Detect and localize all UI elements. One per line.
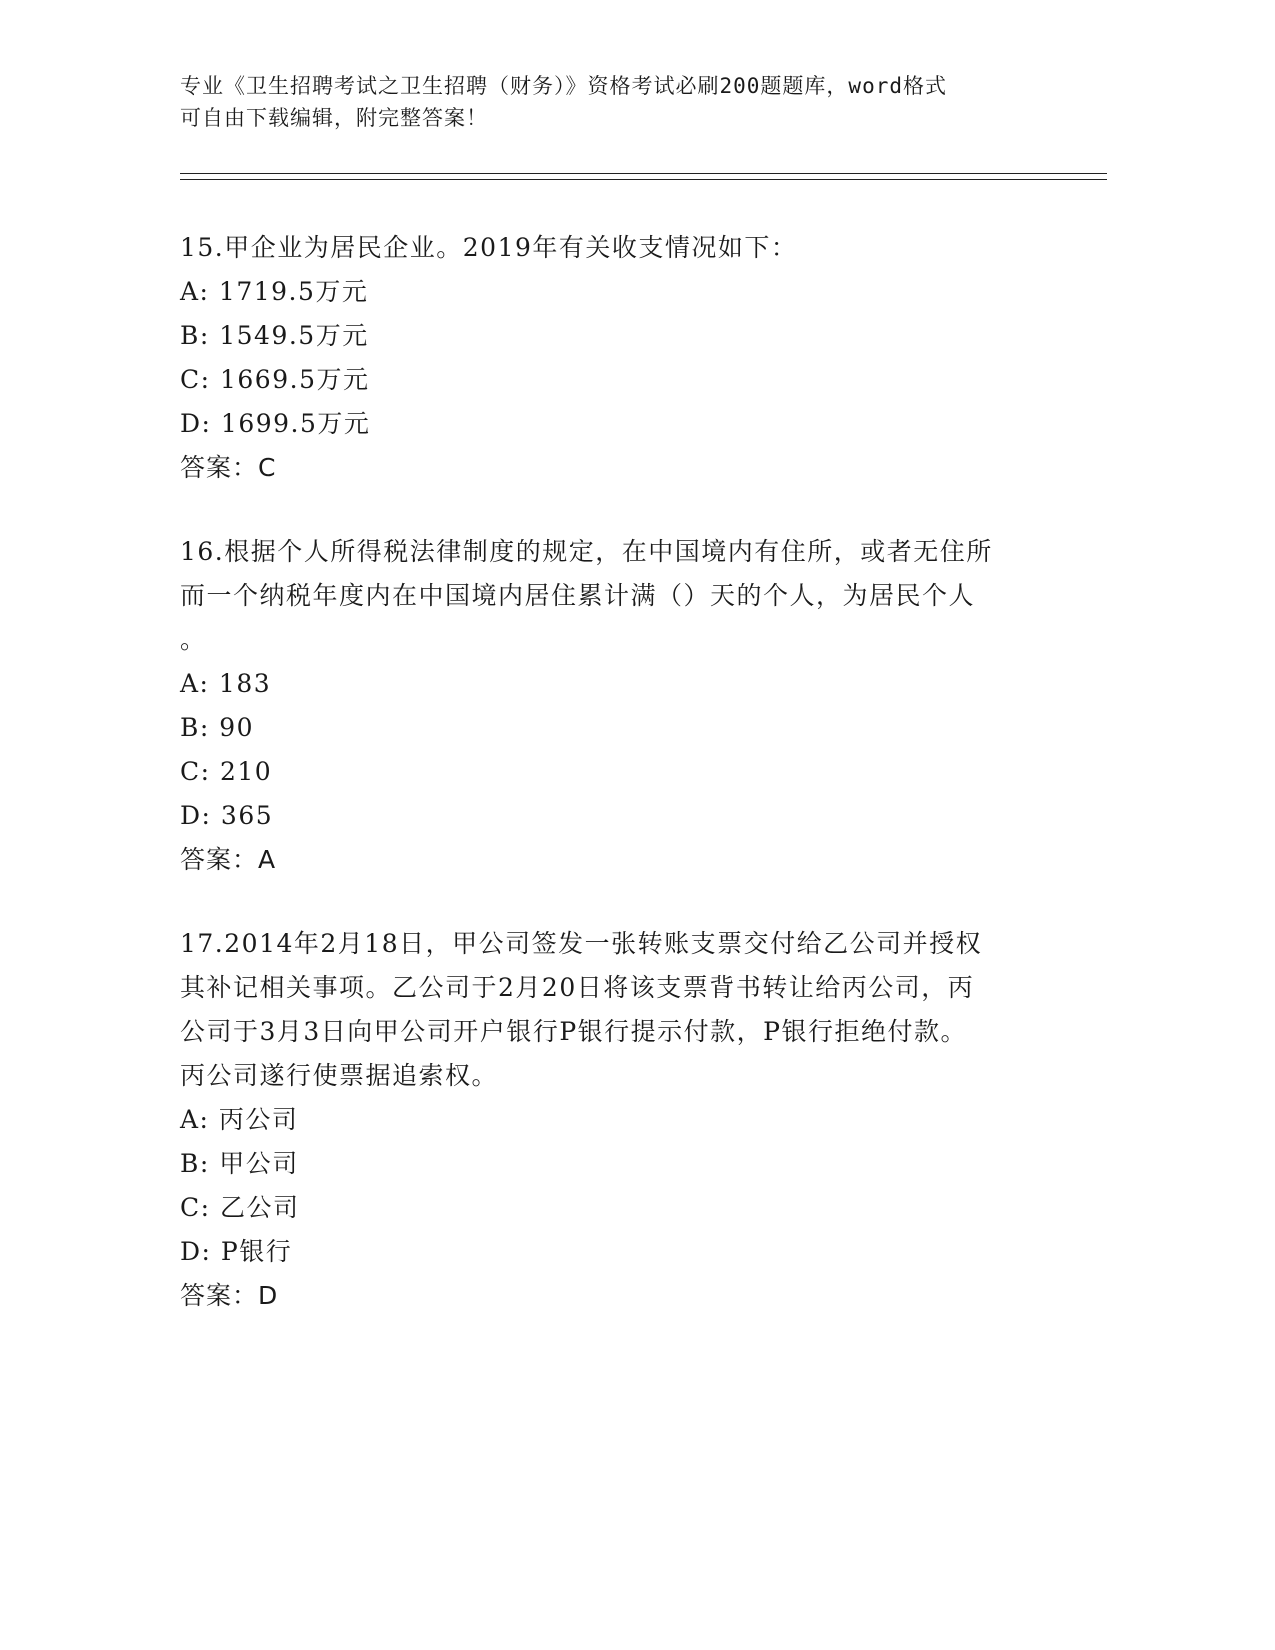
question-text: 。 — [180, 625, 207, 654]
question-text: 丙公司遂行使票据追索权。 — [180, 1061, 499, 1090]
option-c: C: 乙公司 — [180, 1193, 300, 1222]
option-a: A: 183 — [180, 669, 272, 698]
question-text: 其补记相关事项。乙公司于2月20日将该支票背书转让给丙公司，丙 — [180, 973, 975, 1002]
option-c: C: 210 — [180, 757, 273, 786]
header-line: 可自由下载编辑，附完整答案！ — [180, 106, 488, 130]
answer: 答案：D — [180, 1281, 279, 1310]
document-header — [180, 70, 1060, 134]
question-text: 17.2014年2月18日，甲公司签发一张转账支票交付给乙公司并授权 — [180, 929, 983, 958]
option-d: D: P银行 — [180, 1237, 293, 1266]
option-d: D: 365 — [180, 801, 274, 830]
option-d: D: 1699.5万元 — [180, 409, 371, 438]
question-15 — [180, 226, 1060, 490]
answer: 答案：C — [180, 453, 277, 482]
option-a: A: 丙公司 — [180, 1105, 299, 1134]
header-divider-top — [180, 173, 1107, 174]
question-list — [180, 226, 1060, 1358]
option-c: C: 1669.5万元 — [180, 365, 370, 394]
question-16 — [180, 530, 1060, 882]
question-text: 15.甲企业为居民企业。2019年有关收支情况如下： — [180, 233, 798, 262]
question-17 — [180, 922, 1060, 1318]
header-divider-bottom — [180, 179, 1107, 180]
question-text: 而一个纳税年度内在中国境内居住累计满（）天的个人，为居民个人 — [180, 581, 976, 610]
option-b: B: 90 — [180, 713, 255, 742]
question-text: 16.根据个人所得税法律制度的规定，在中国境内有住所，或者无住所 — [180, 537, 993, 566]
option-b: B: 1549.5万元 — [180, 321, 369, 350]
option-b: B: 甲公司 — [180, 1149, 299, 1178]
header-line: 专业《卫生招聘考试之卫生招聘（财务）》资格考试必刷200题题库，word格式 — [180, 74, 947, 98]
option-a: A: 1719.5万元 — [180, 277, 369, 306]
answer: 答案：A — [180, 845, 277, 874]
question-text: 公司于3月3日向甲公司开户银行P银行提示付款，P银行拒绝付款。 — [180, 1017, 967, 1046]
